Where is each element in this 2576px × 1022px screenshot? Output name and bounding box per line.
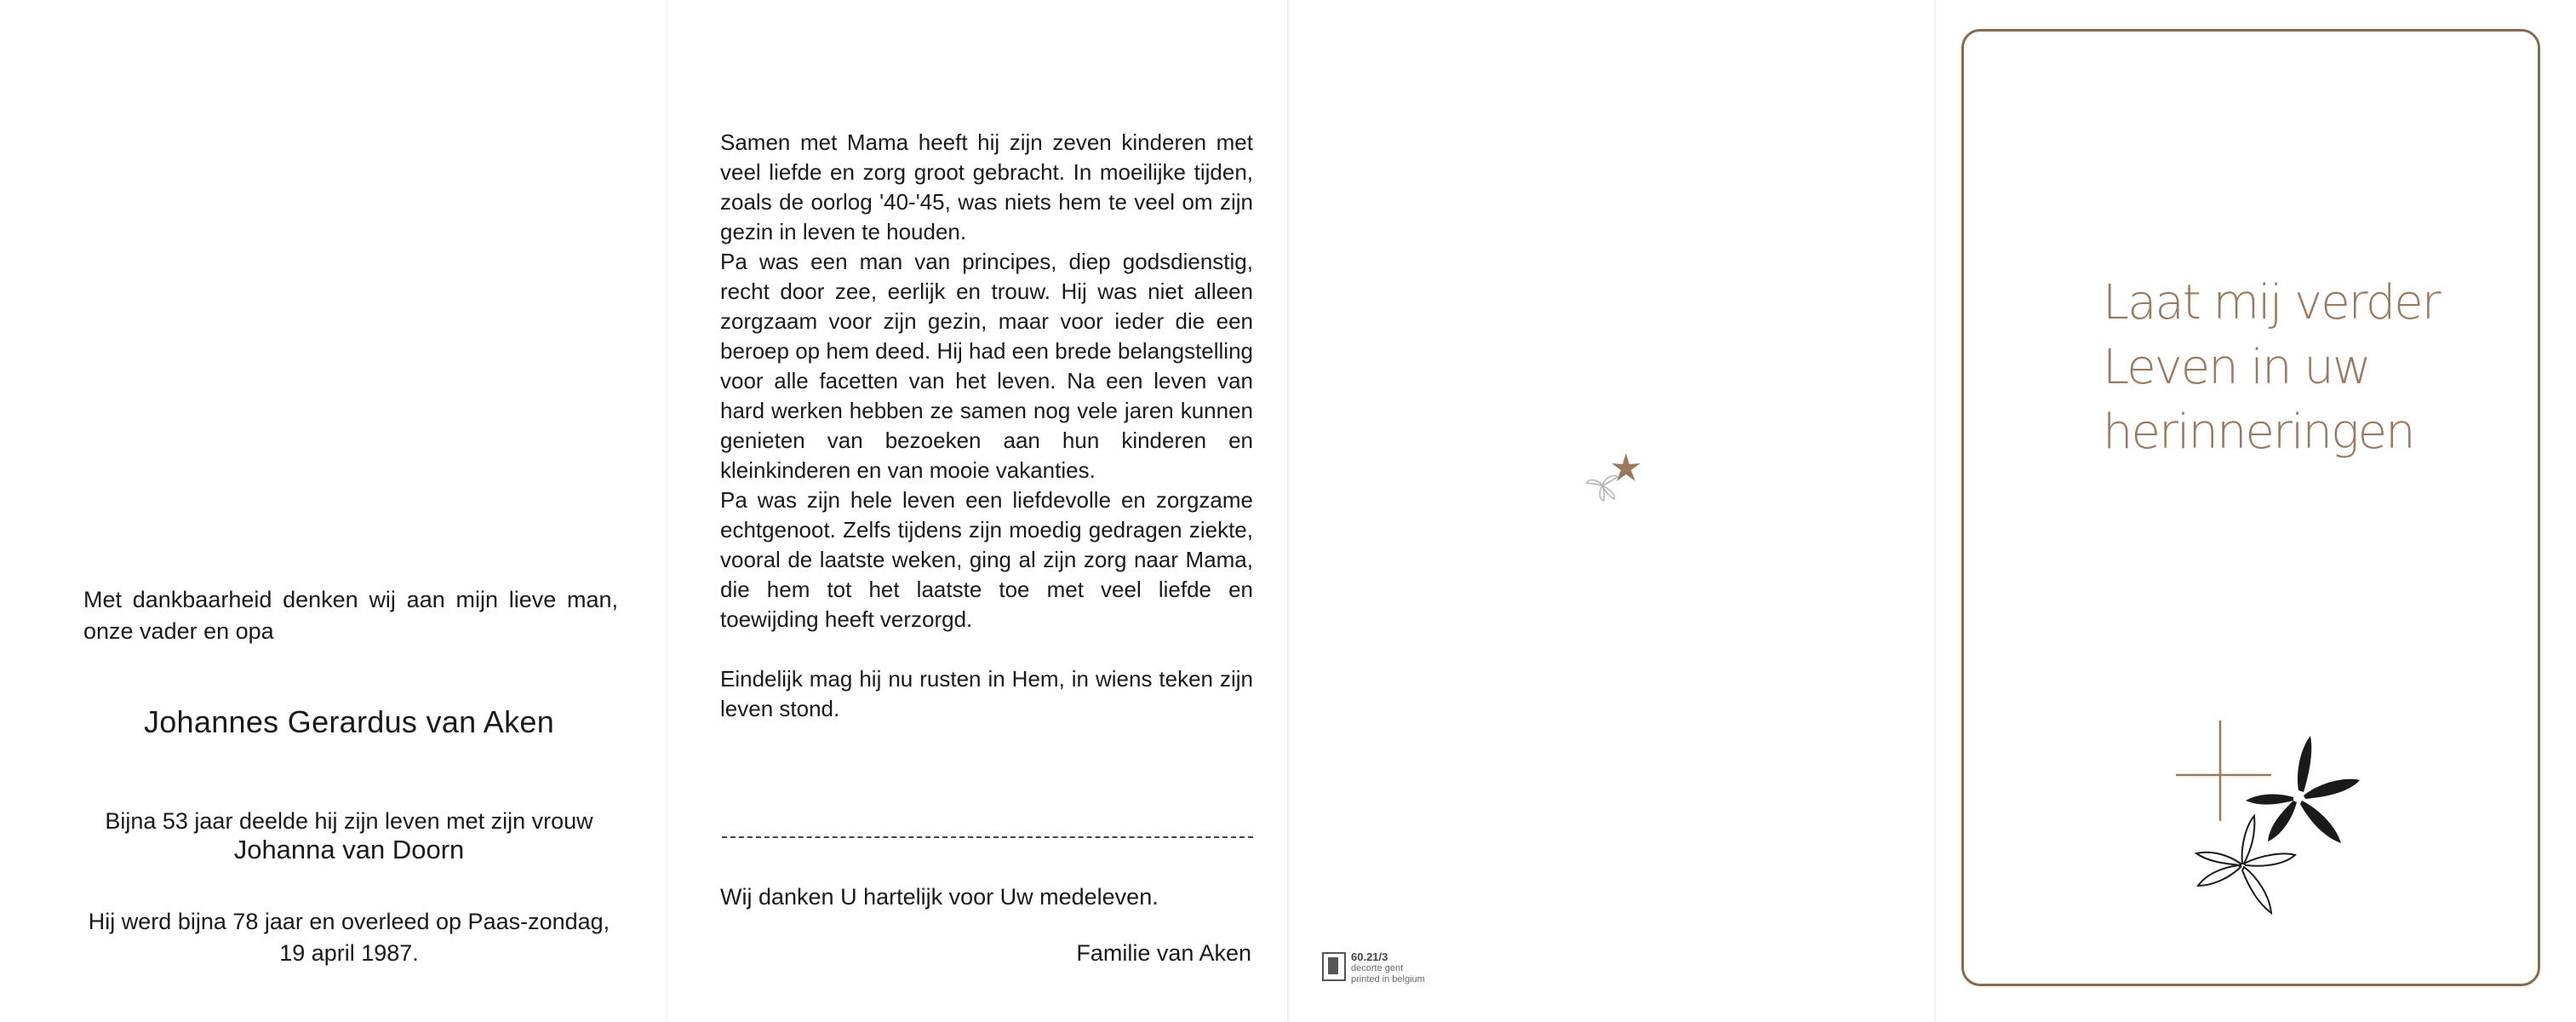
- thanks-text: Wij danken U hartelijk voor Uw medeleven.: [720, 884, 1159, 910]
- marriage-line: Bijna 53 jaar deelde hij zijn leven met zijn vrouw: [105, 808, 593, 834]
- imprint-code: 60.21/3: [1351, 950, 1388, 963]
- small-flower-icon: [1577, 443, 1655, 511]
- cross-and-flowers-icon: [2171, 721, 2401, 950]
- printer-logo-icon: [1322, 952, 1346, 981]
- deceased-name: Johannes Gerardus van Aken: [143, 704, 555, 739]
- cover-motto: [2103, 271, 2460, 465]
- spouse-name: Johanna van Doorn: [233, 835, 465, 864]
- marriage-text: [77, 807, 621, 864]
- biography-paragraph: Pa was een man van principes, diep godsdienstig, recht door zee, eerlijk en trouw. Hij was niet alleen zorgzaam voor zijn gezin, maar voor ieder die een beroep op hem deed. Hij had een brede belangstelling voor alle facetten van het leven. Na een leven van hard werken hebben ze samen nog vele jaren kunnen genieten van bezoeken aan hun kinderen en kleinkinderen en van mooie vakanties.: [720, 249, 1253, 483]
- card-back-panel: [1287, 0, 1934, 1022]
- fold-line: [1287, 0, 1289, 1022]
- family-signature: Familie van Aken: [1076, 940, 1251, 966]
- dashed-divider: [722, 836, 1253, 838]
- printer-imprint: [1322, 950, 1458, 991]
- biography-paragraph: Samen met Mama heeft hij zijn zeven kinderen met veel liefde en zorg groot gebracht. In moeilijke tijden, zoals de oorlog '40-'45, was niets hem te veel om zijn gezin in leven te houden.: [720, 129, 1253, 244]
- biography-paragraph: Pa was zijn hele leven een liefdevolle en zorgzame echtgenoot. Zelfs tijdens zijn moedig gedragen ziekte, vooral de laatste weken, ging al zijn zorg naar Mama, die hem tot het laatste toe met veel liefde en toewijding heeft verzorgd.: [720, 487, 1253, 632]
- imprint-note: printed in belgium: [1351, 974, 1425, 985]
- biography-paragraph: Eindelijk mag hij nu rusten in Hem, in wiens teken zijn leven stond.: [720, 666, 1253, 721]
- motto-line: herinneringen: [2103, 405, 2414, 460]
- death-text: Hij werd bijna 78 jaar en overleed op Paas-zondag, 19 april 1987.: [88, 909, 610, 966]
- intro-text: Met dankbaarheid denken wij aan mijn lieve man, onze vader en opa: [83, 587, 618, 644]
- biography-text: [720, 128, 1253, 724]
- imprint-publisher: decorte gent: [1351, 963, 1404, 973]
- motto-line: Leven in uw: [2103, 340, 2370, 395]
- fold-line: [666, 0, 667, 1022]
- card-inner-left-panel: [0, 0, 666, 1022]
- fold-line: [1934, 0, 1936, 1022]
- motto-line: Laat mij verder: [2103, 275, 2440, 330]
